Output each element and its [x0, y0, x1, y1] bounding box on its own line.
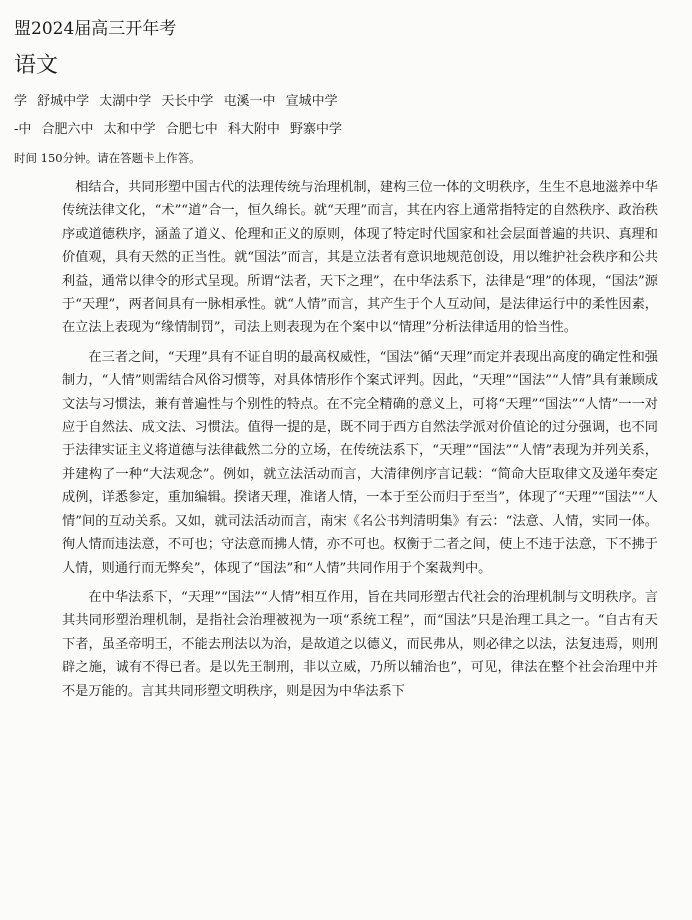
paragraph-1: 相结合，共同形塑中国古代的法理传统与治理机制，建构三位一体的文明秩序，生生不息地滋养中华传统法律文化，“术”“道”合一，恒久绵长。就“天理”而言，其在内容上通常指特定的自然秩序、政治秩序或道德秩序，涵盖了道义、伦理和正义的原则，体现了特定时代国家和社会层面普遍的共识、真理和价值观，具有天然的正当性。就“国法”而言，其是立法者有意识地规范创设，用以维护社会秩序和公共利益，通常以律令的形式呈现。所谓“法者，天下之理”，在中华法系下，法律是“理”的体现，“国法”源于“天理”，两者间具有一脉相承性。就“人情”而言，其产生于个人互动间，是法律运行中的柔性因素，在立法上表现为“缘情制罚”，司法上则表现为在个案中以“情理”分析法律适用的恰当性。 [62, 180, 658, 336]
paragraph-3: 在中华法系下，“天理”“国法”“人情”相互作用，旨在共同形塑古代社会的治理机制与文明秩序。言其共同形塑治理机制，是指社会治理被视为一项“系统工程”，而“国法”只是治理工具之一。“自古有天下者，虽圣帝明王，不能去刑法以为治，是故道之以德义，而民弗从，则必律之以法，法复违焉，则刑辟之施，诚有不得已者。是以先王制刑，非以立威，乃所以辅治也”，可见，律法在整个社会治理中并不是万能的。言其共同形塑文明秩序，则是因为中华法系下 [62, 589, 658, 699]
schools-line-2: -中 合肥六中 太和中学 合肥七中 科大附中 野寨中学 [14, 122, 343, 137]
exam-title: 盟2024届高三开年考 [14, 19, 177, 39]
subject-title: 语文 [14, 53, 59, 78]
time-note: 时间 150分钟。请在答题卡上作答。 [14, 151, 201, 165]
reading-passage [62, 176, 658, 703]
paragraph-2: 在三者之间，“天理”具有不证自明的最高权威性，“国法”循“天理”而定并表现出高度的确定性和强制力，“人情”则需结合风俗习惯等，对具体情形作个案式评判。因此，“天理”“国法”“人情”具有兼顾成文法与习惯法，兼有普遍性与个别性的特点。在不完全精确的意义上，可将“天理”“国法”“人情”一一对应于自然法、成文法、习惯法。值得一提的是，既不同于西方自然法学派对价值论的过分强调，也不同于法律实证主义将道德与法律截然二分的立场，在传统法系下，“天理”“国法”“人情”表现为并列关系，并建构了一种“大法观念”。例如，就立法活动而言，大清律例序言记载：“简命大臣取律文及递年奏定成例，详悉参定，重加编辑。揆诸天理，准诸人情，一本于至公而归于至当”，体现了“天理”“国法”“人情”间的互动关系。又如，就司法活动而言，南宋《名公书判清明集》有云：“法意、人情，实同一体。徇人情而违法意，不可也；守法意而拂人情，亦不可也。权衡于二者之间，使上不违于法意，下不拂于人情，则通行而无弊矣”，体现了“国法”和“人情”共同作用于个案裁判中。 [62, 349, 658, 576]
schools-line-1: 学 舒城中学 太湖中学 天长中学 屯溪一中 宣城中学 [14, 94, 338, 109]
